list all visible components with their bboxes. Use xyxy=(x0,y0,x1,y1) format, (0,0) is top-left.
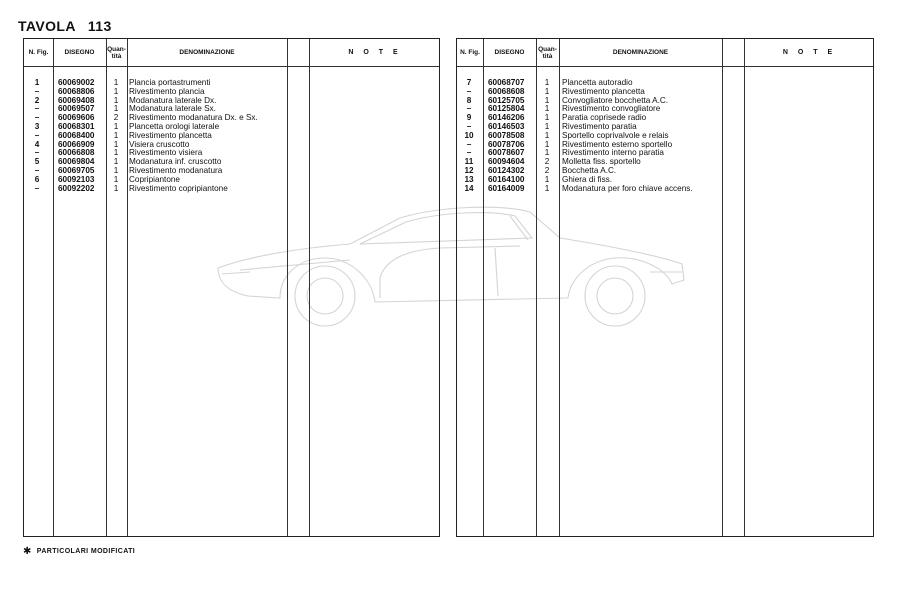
cell-disegno: 60068707 xyxy=(488,78,525,87)
cell-qty: 1 xyxy=(544,95,550,105)
cell-fig: – xyxy=(466,86,472,96)
page-title-number: 113 xyxy=(87,18,112,34)
cell-fig: 6 xyxy=(34,174,40,184)
cell-disegno: 60092103 xyxy=(58,174,95,184)
cell-disegno: 60078706 xyxy=(488,139,525,149)
cell-disegno: 60092202 xyxy=(58,183,95,193)
cell-qty: 1 xyxy=(113,95,119,105)
cell-fig: 5 xyxy=(34,157,40,167)
cell-disegno: 60125705 xyxy=(488,95,525,105)
header-quantita: Quan- tità xyxy=(538,45,557,60)
cell-qty: 1 xyxy=(544,121,550,131)
cell-disegno: 60068301 xyxy=(58,121,95,131)
cell-disegno: 60069804 xyxy=(58,157,95,167)
cell-denominazione: Rivestimento modanatura xyxy=(129,165,223,175)
cell-disegno: 60069606 xyxy=(58,113,95,123)
cell-fig: 12 xyxy=(464,165,474,175)
cell-qty: 1 xyxy=(113,104,119,114)
cell-disegno: 60094604 xyxy=(488,157,525,167)
rows-right xyxy=(457,79,873,193)
cell-fig: – xyxy=(466,104,472,114)
parts-table-right xyxy=(456,38,874,537)
cell-qty: 1 xyxy=(113,78,119,87)
cell-fig: 3 xyxy=(34,121,40,131)
cell-disegno: 60125804 xyxy=(488,104,525,114)
cell-qty: 2 xyxy=(544,165,550,175)
cell-disegno: 60068400 xyxy=(58,130,95,140)
cell-qty: 1 xyxy=(113,183,119,193)
cell-disegno: 60066808 xyxy=(58,148,95,158)
cell-denominazione: Rivestimento visiera xyxy=(129,148,203,158)
cell-qty: 1 xyxy=(544,183,550,193)
cell-fig: – xyxy=(34,86,40,96)
cell-qty: 1 xyxy=(544,78,550,87)
cell-qty: 1 xyxy=(113,174,119,184)
cell-denominazione: Modanatura inf. cruscotto xyxy=(129,157,222,167)
header-note: N O T E xyxy=(348,49,402,56)
cell-qty: 1 xyxy=(544,86,550,96)
cell-denominazione: Molletta fiss. sportello xyxy=(562,157,641,167)
cell-denominazione: Plancetta orologi laterale xyxy=(129,121,220,131)
cell-disegno: 60124302 xyxy=(488,165,525,175)
cell-denominazione: Visiera cruscotto xyxy=(129,139,190,149)
cell-denominazione: Plancetta autoradio xyxy=(562,78,633,87)
cell-fig: – xyxy=(466,121,472,131)
cell-disegno: 60068608 xyxy=(488,86,525,96)
cell-fig: 2 xyxy=(34,95,40,105)
cell-denominazione: Modanatura per foro chiave accens. xyxy=(562,183,693,193)
cell-fig: 14 xyxy=(464,183,474,193)
header-disegno: DISEGNO xyxy=(494,49,525,56)
cell-denominazione: Convogliatore bocchetta A.C. xyxy=(562,95,669,105)
cell-denominazione: Rivestimento paratia xyxy=(562,121,637,131)
cell-disegno: 60069002 xyxy=(58,78,95,87)
parts-table-left xyxy=(23,38,440,537)
cell-qty: 2 xyxy=(544,157,550,167)
cell-disegno: 60164009 xyxy=(488,183,525,193)
cell-denominazione: Rivestimento modanatura Dx. e Sx. xyxy=(129,113,258,123)
cell-qty: 1 xyxy=(113,148,119,158)
cell-qty: 1 xyxy=(544,148,550,158)
asterisk-icon: ✱ xyxy=(23,546,32,557)
cell-fig: 13 xyxy=(464,174,474,184)
cell-fig: – xyxy=(34,130,40,140)
cell-fig: – xyxy=(34,165,40,175)
header-denominazione: DENOMINAZIONE xyxy=(179,49,235,56)
cell-qty: 1 xyxy=(113,121,119,131)
cell-denominazione: Paratia coprisede radio xyxy=(562,113,647,123)
cell-fig: 8 xyxy=(466,95,472,105)
cell-disegno: 60146503 xyxy=(488,121,525,131)
cell-fig: – xyxy=(34,183,40,193)
rows-left xyxy=(24,79,439,193)
page-title xyxy=(18,18,112,34)
header-disegno: DISEGNO xyxy=(64,49,95,56)
cell-qty: 1 xyxy=(544,139,550,149)
cell-qty: 1 xyxy=(113,157,119,167)
cell-disegno: 60069408 xyxy=(58,95,95,105)
cell-denominazione: Rivestimento plancia xyxy=(129,86,205,96)
cell-qty: 1 xyxy=(544,130,550,140)
cell-qty: 1 xyxy=(544,113,550,123)
cell-fig: – xyxy=(34,113,40,123)
cell-fig: 4 xyxy=(34,139,40,149)
cell-denominazione: Rivestimento copripiantone xyxy=(129,183,228,193)
header-fig: N. Fig. xyxy=(460,49,480,56)
cell-denominazione: Rivestimento interno paratia xyxy=(562,148,664,158)
page-title-label: TAVOLA xyxy=(18,18,76,34)
cell-fig: 7 xyxy=(466,78,472,87)
header-note: N O T E xyxy=(782,49,837,56)
cell-denominazione: Plancia portastrumenti xyxy=(129,78,211,87)
cell-denominazione: Modanatura laterale Sx. xyxy=(129,104,216,114)
table-row xyxy=(457,185,873,194)
cell-fig: 11 xyxy=(464,157,474,167)
cell-disegno: 60078607 xyxy=(488,148,525,158)
cell-disegno: 60069507 xyxy=(58,104,95,114)
cell-fig: – xyxy=(34,104,40,114)
cell-qty: 1 xyxy=(544,174,550,184)
cell-fig: – xyxy=(34,148,40,158)
table-row xyxy=(24,185,439,194)
cell-qty: 1 xyxy=(113,86,119,96)
cell-qty: 1 xyxy=(113,130,119,140)
cell-denominazione: Copripiantone xyxy=(129,174,180,184)
cell-disegno: 60066909 xyxy=(58,139,95,149)
cell-denominazione: Bocchetta A.C. xyxy=(562,165,617,175)
cell-fig: 10 xyxy=(464,130,474,140)
header-quantita: Quan- tità xyxy=(107,45,126,60)
cell-denominazione: Sportello coprivalvole e relais xyxy=(562,130,669,140)
cell-disegno: 60078508 xyxy=(488,130,525,140)
footer-text: PARTICOLARI MODIFICATI xyxy=(36,548,136,555)
cell-fig: – xyxy=(466,139,472,149)
cell-qty: 2 xyxy=(113,113,119,123)
cell-denominazione: Rivestimento esterno sportello xyxy=(562,139,673,149)
cell-denominazione: Ghiera di fiss. xyxy=(562,174,613,184)
cell-denominazione: Rivestimento convogliatore xyxy=(562,104,661,114)
cell-denominazione: Rivestimento plancetta xyxy=(129,130,212,140)
cell-qty: 1 xyxy=(113,165,119,175)
header-fig: N. Fig. xyxy=(28,49,49,56)
footer-note xyxy=(23,546,135,557)
cell-qty: 1 xyxy=(544,104,550,114)
cell-qty: 1 xyxy=(113,139,119,149)
header-denominazione: DENOMINAZIONE xyxy=(612,49,669,56)
cell-fig: 1 xyxy=(34,78,40,87)
cell-disegno: 60068806 xyxy=(58,86,95,96)
cell-disegno: 60146206 xyxy=(488,113,525,123)
cell-denominazione: Rivestimento plancetta xyxy=(562,86,645,96)
cell-disegno: 60164100 xyxy=(488,174,525,184)
cell-fig: 9 xyxy=(466,113,472,123)
cell-fig: – xyxy=(466,148,472,158)
cell-disegno: 60069705 xyxy=(58,165,95,175)
cell-denominazione: Modanatura laterale Dx. xyxy=(129,95,217,105)
